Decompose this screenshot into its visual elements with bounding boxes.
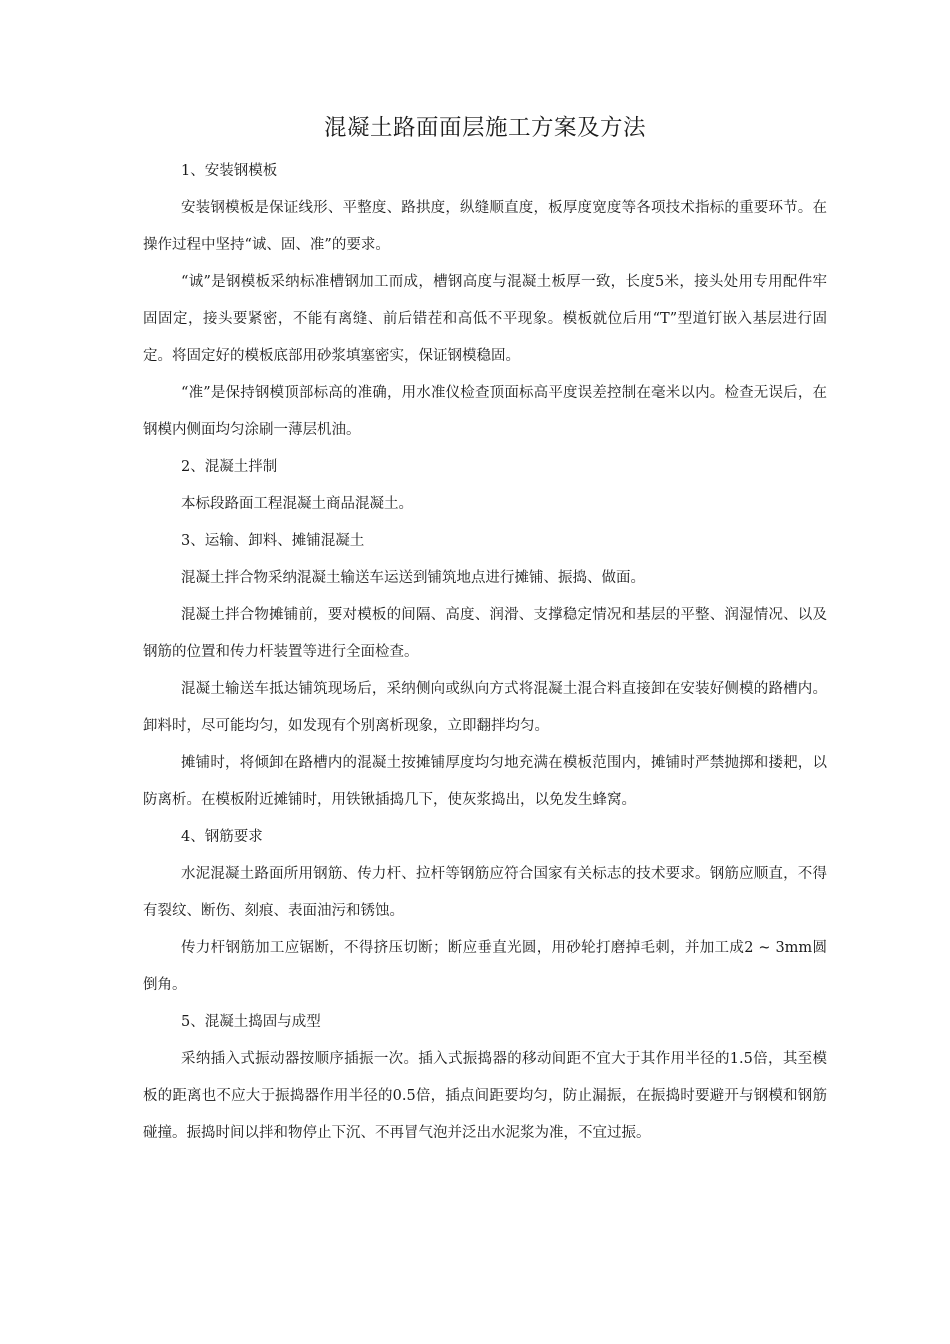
paragraph: 混凝土拌合物摊铺前，要对模板的间隔、高度、润滑、支撑稳定情况和基层的平整、润湿情况、以及钢筋的位置和传力杆装置等进行全面检查。 xyxy=(143,607,827,660)
section-2 xyxy=(143,449,827,523)
section-heading: 2、混凝土拌制 xyxy=(181,459,278,475)
paragraph: 采纳插入式振动器按顺序插振一次。插入式振捣器的移动间距不宜大于其作用半径的1.5倍，其至模板的距离也不应大于振捣器作用半径的0.5倍，插点间距要均匀，防止漏振，在振捣时要避开与钢模和钢筋碰撞。振捣时间以拌和物停止下沉、不再冒气泡并泛出水泥浆为准，不宜过振。 xyxy=(143,1051,827,1141)
section-1 xyxy=(143,153,827,449)
paragraph: 混凝土拌合物采纳混凝土输送车运送到铺筑地点进行摊铺、振捣、做面。 xyxy=(181,570,645,586)
paragraph: 混凝土输送车抵达铺筑现场后，采纳侧向或纵向方式将混凝土混合料直接卸在安装好侧模的路槽内。卸料时，尽可能均匀，如发现有个别离析现象，立即翻拌均匀。 xyxy=(143,681,827,734)
document-page xyxy=(143,108,827,1152)
paragraph: 摊铺时，将倾卸在路槽内的混凝土按摊铺厚度均匀地充满在模板范围内，摊铺时严禁抛掷和搂耙，以防离析。在模板附近摊铺时，用铁锹插捣几下，使灰浆捣出，以免发生蜂窝。 xyxy=(143,755,827,808)
paragraph: “诚”是钢模板采纳标准槽钢加工而成，槽钢高度与混凝土板厚一致，长度5米，接头处用专用配件牢固固定，接头要紧密，不能有离缝、前后错茬和高低不平现象。模板就位后用“T”型道钉嵌入基层进行固定。将固定好的模板底部用砂浆填塞密实，保证钢模稳固。 xyxy=(143,274,827,364)
section-3 xyxy=(143,523,827,819)
paragraph: 传力杆钢筋加工应锯断，不得挤压切断；断应垂直光圆，用砂轮打磨掉毛刺，并加工成2 ~ 3mm圆倒角。 xyxy=(143,940,827,993)
paragraph: 安装钢模板是保证线形、平整度、路拱度，纵缝顺直度，板厚度宽度等各项技术指标的重要环节。在操作过程中坚持“诚、固、准”的要求。 xyxy=(143,200,827,253)
section-heading: 4、钢筋要求 xyxy=(181,829,263,845)
section-5 xyxy=(143,1004,827,1152)
section-heading: 1、安装钢模板 xyxy=(181,163,278,179)
document-title: 混凝土路面面层施工方案及方法 xyxy=(323,115,646,141)
section-heading: 3、运输、卸料、摊铺混凝土 xyxy=(181,533,365,549)
paragraph: 本标段路面工程混凝土商品混凝土。 xyxy=(181,496,413,512)
paragraph: 水泥混凝土路面所用钢筋、传力杆、拉杆等钢筋应符合国家有关标志的技术要求。钢筋应顺直，不得有裂纹、断伤、刻痕、表面油污和锈蚀。 xyxy=(143,866,827,919)
section-4 xyxy=(143,819,827,1004)
section-heading: 5、混凝土捣固与成型 xyxy=(181,1014,321,1030)
paragraph: “准”是保持钢模顶部标高的准确，用水准仪检查顶面标高平度误差控制在毫米以内。检查无误后，在钢模内侧面均匀涂刷一薄层机油。 xyxy=(143,385,827,438)
